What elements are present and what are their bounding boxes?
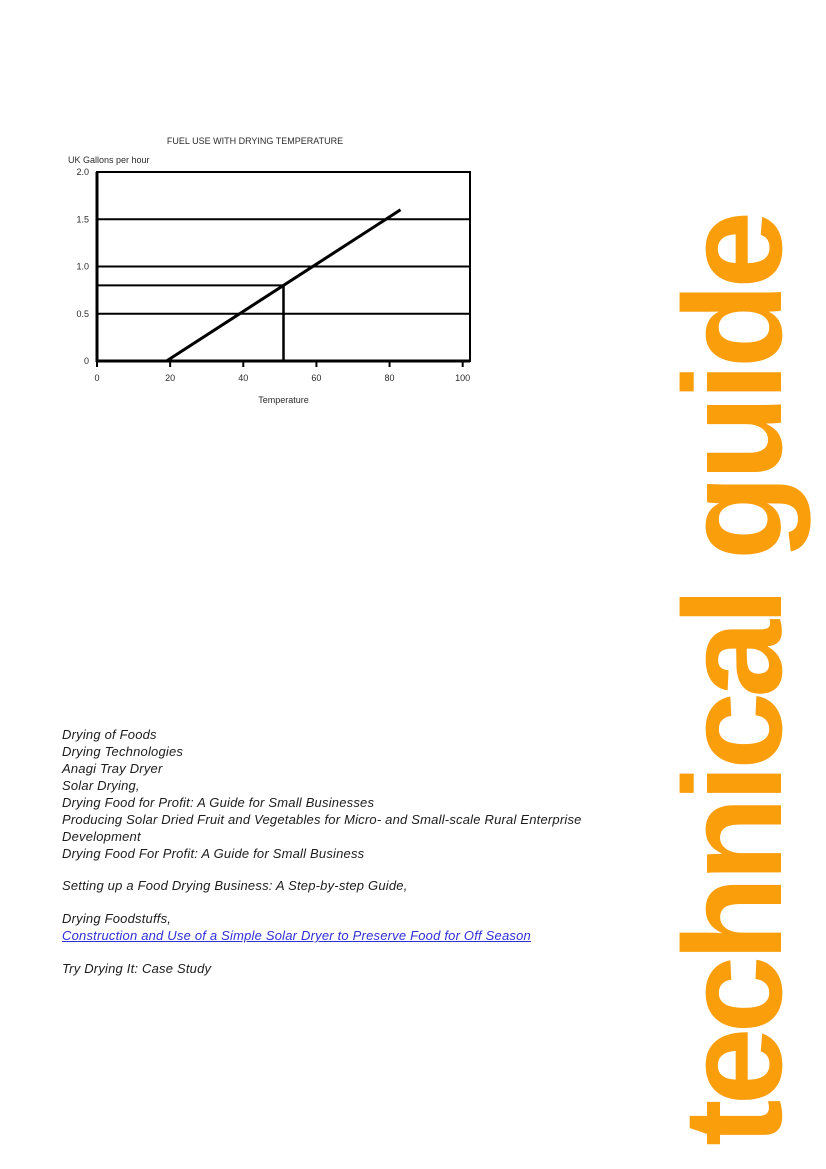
reference-list [62,726,662,862]
y-tick-label: 0.5 [76,308,89,319]
reference-item: Anagi Tray Dryer [62,761,163,776]
reference-line-drying-foodstuffs: Drying Foodstuffs, [62,911,172,926]
technical-guide-banner: technical guide [654,216,811,1146]
y-tick-label: 1.0 [76,261,89,272]
y-tick-label: 0 [83,356,89,366]
reference-line-setting-up: Setting up a Food Drying Business: A Step-by-step Guide, [62,878,408,893]
x-tick-label: 0 [94,373,100,383]
reference-item: Drying Food for Profit: A Guide for Small Businesses [62,795,375,810]
reference-item: Drying Food For Profit: A Guide for Small Business [62,846,365,861]
reference-item: Producing Solar Dried Fruit and Vegetables for Micro- and Small-scale Rural Enterprise [62,812,582,827]
reference-item: Development [62,829,141,844]
x-tick-label: 60 [311,373,322,383]
chart-title: FUEL USE WITH DRYING TEMPERATURE [166,136,344,146]
x-tick-label: 40 [238,373,249,383]
y-axis-title: UK Gallons per hour [68,155,150,165]
reference-item: Solar Drying, [62,778,140,793]
x-axis-title: Temperature [258,395,309,405]
x-tick-label: 20 [165,373,176,383]
y-tick-label: 2.0 [76,167,89,177]
x-tick-label: 100 [455,373,471,383]
reference-line-try-drying-it: Try Drying It: Case Study [62,961,212,976]
reference-item: Drying of Foods [62,727,157,742]
fuel-use-chart-canvas [55,125,495,417]
x-tick-label: 80 [384,373,395,383]
reference-item: Drying Technologies [62,744,184,759]
fuel-use-chart [55,125,495,417]
y-tick-label: 1.5 [76,214,89,225]
solar-dryer-link[interactable]: Construction and Use of a Simple Solar Dryer to Preserve Food for Off Season [62,928,531,943]
